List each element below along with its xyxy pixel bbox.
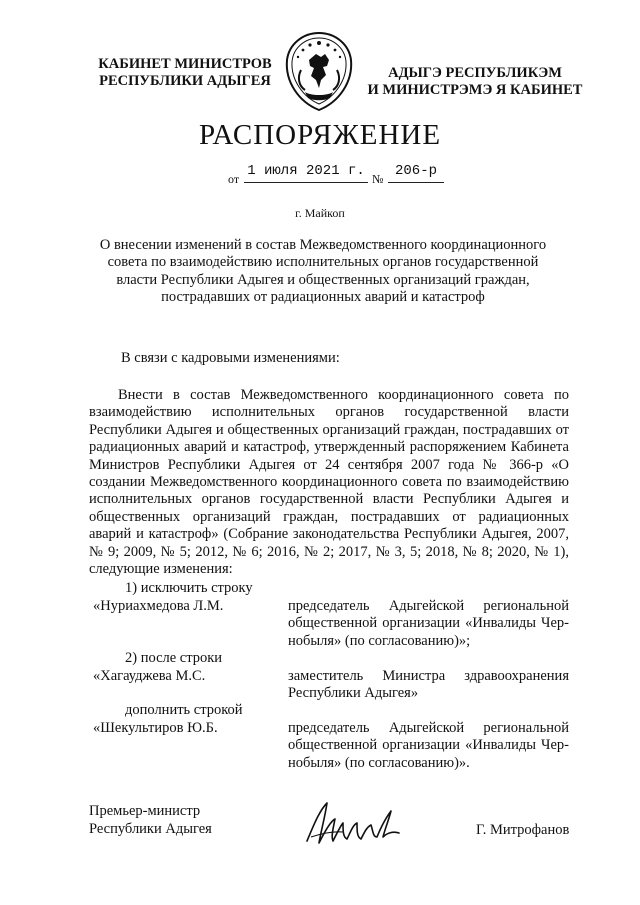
subject-line: совета по взаимодействию исполнительных органов государственной <box>107 254 539 271</box>
signer-position-line: Республики Адыгея <box>89 821 212 837</box>
document-number: 206-р <box>388 163 444 183</box>
change-1-description <box>288 598 569 650</box>
change-3-description <box>288 720 569 772</box>
change-1-desc-line: нобыля» (по согласованию)»; <box>288 632 471 649</box>
subject-line: О внесении изменений в состав Межведомственного координационного <box>99 237 547 253</box>
change-2-desc-line: заместитель Министра здравоохранения <box>288 668 569 684</box>
handwritten-signature <box>303 797 403 849</box>
change-3-desc-line: председатель Адыгейской региональной <box>288 720 569 736</box>
change-3-desc-line: нобыля» (по согласованию)». <box>288 754 470 771</box>
issuer-adyghe-line2: И МИНИСТРЭМЭ Я КАБИНЕТ <box>367 82 583 98</box>
issuer-adyghe-line1: АДЫГЭ РЕСПУБЛИКЭМ <box>388 65 562 81</box>
number-prefix: № <box>372 172 384 186</box>
date-prefix: от <box>228 172 240 186</box>
city: г. Майкоп <box>295 206 345 220</box>
document-date: 1 июля 2021 г. <box>244 163 368 183</box>
issuer-russian <box>80 56 290 90</box>
change-2-person: «Хагауджева М.С. <box>93 668 206 684</box>
issuer-russian-line2: РЕСПУБЛИКИ АДЫГЕЯ <box>99 73 271 89</box>
document-title: РАСПОРЯЖЕНИЕ <box>198 119 442 151</box>
issuer-russian-line1: КАБИНЕТ МИНИСТРОВ <box>98 56 272 72</box>
coat-of-arms-emblem <box>283 30 355 114</box>
issuer-adyghe <box>360 65 590 99</box>
main-paragraph <box>89 387 569 578</box>
change-2-desc-line: Республики Адыгея» <box>288 685 419 702</box>
change-3-person: «Шекультиров Ю.Б. <box>93 720 218 736</box>
preamble: В связи с кадровыми изменениями: <box>121 350 340 366</box>
subject-line: пострадавших от радиационных аварий и катастроф <box>161 289 485 306</box>
signer-position <box>89 802 212 838</box>
change-2-description <box>288 668 569 703</box>
date-number-row <box>0 163 640 187</box>
signer-name: Г. Митрофанов <box>476 822 570 838</box>
signer-position-line: Премьер-министр <box>89 803 201 819</box>
change-2-action: 2) после строки <box>125 650 223 666</box>
change-1-desc-line: председатель Адыгейской региональной <box>288 598 569 614</box>
document-subject <box>98 237 548 307</box>
change-1-person: «Нуриахмедова Л.М. <box>93 598 224 614</box>
change-1-desc-line: общественной организации «Инвалиды Чер- <box>288 615 569 632</box>
main-paragraph-text: Внести в состав Межведомственного координационного совета по взаимодействию исполнительных органов государственной власти Республики Адыгея и общественных организаций граждан, пострадавших от радиационных аварий и катастроф, утвержденный распоряжением Кабинета Министров Республики Адыгея от 24 сентября 2007 года № 366-р «О создании Межведомственного координационного совета по взаимодействию исполнительных органов государственной власти Республики Адыгея и общественных организаций граждан, пострадавших от радиационных аварий и катастроф» (Собрание законодательства Республики Адыгея, 2007, № 9; 2009, № 5; 2012, № 6; 2016, № 2; 2017, № 3, 5; 2018, № 8; 2020, № 1), следующие изменения: <box>89 387 569 578</box>
subject-line: власти Республики Адыгея и общественных организаций граждан, <box>116 271 530 288</box>
change-3-desc-line: общественной организации «Инвалиды Чер- <box>288 737 569 754</box>
change-3-action: дополнить строкой <box>125 702 243 718</box>
change-1-action: 1) исключить строку <box>125 580 253 596</box>
